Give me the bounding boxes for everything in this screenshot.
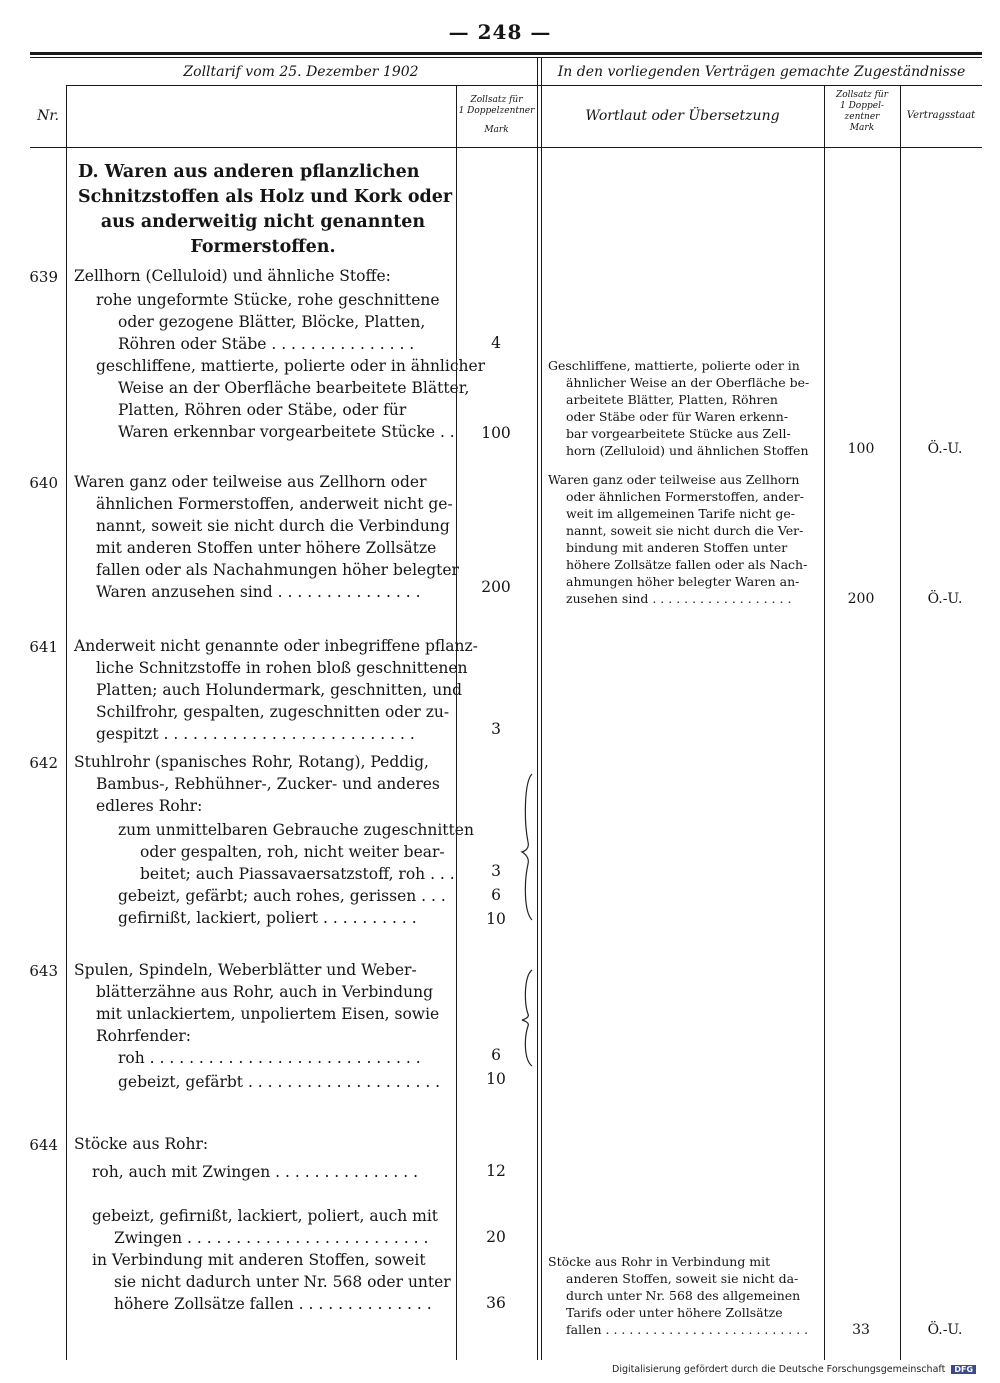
treaty-text-640: weit im allgemeinen Tarife nicht ge- — [566, 506, 795, 521]
treaty-text-644: Stöcke aus Rohr in Verbindung mit — [548, 1254, 771, 1269]
header-sub-rule — [66, 85, 982, 86]
entry-644-text: roh, auch mit Zwingen . . . . . . . . . . . . . . . — [92, 1163, 419, 1181]
entry-643-text: roh . . . . . . . . . . . . . . . . . . . . . . . . . . . . — [118, 1049, 421, 1067]
rate-639-raw: 4 — [491, 334, 501, 352]
entry-641-text: Platten; auch Holundermark, geschnitten, und — [96, 681, 463, 699]
entry-643-text: Rohrfender: — [96, 1027, 192, 1045]
entry-643-text: mit unlackiertem, unpoliertem Eisen, sowie — [96, 1005, 440, 1023]
treaty-text-640: oder ähnlichen Formerstoffen, ander- — [566, 489, 804, 504]
entry-640-text: mit anderen Stoffen unter höhere Zollsätze — [96, 539, 437, 557]
column-header-state: Vertragsstaat — [906, 110, 976, 121]
treaty-text-640: zusehen sind . . . . . . . . . . . . . . . . . . — [566, 591, 792, 606]
rate-642-cut: 3 — [491, 862, 501, 880]
rate-643-stained: 10 — [486, 1070, 506, 1088]
entry-644-text: Zwingen . . . . . . . . . . . . . . . . . . . . . . . . . — [114, 1229, 429, 1247]
header-bottom-rule — [30, 147, 982, 148]
page-number: — 248 — — [448, 20, 552, 44]
treaty-state-640: Ö.-U. — [927, 591, 963, 607]
digitization-credit-text: Digitalisierung gefördert durch die Deutsche Forschungsgemeinschaft — [612, 1364, 946, 1375]
entry-642-text: edleres Rohr: — [96, 797, 203, 815]
treaty-text-640: nannt, soweit sie nicht durch die Ver- — [566, 523, 804, 538]
rate-644-combined: 36 — [486, 1294, 506, 1312]
entry-642-text: beitet; auch Piassavaersatzstoff, roh . . . — [140, 865, 455, 883]
entry-639-text: Waren erkennbar vorgearbeitete Stücke . . — [118, 423, 455, 441]
column-header-rate: Zollsatz für 1 Doppelzentner Mark — [458, 95, 535, 135]
entry-644-text: sie nicht dadurch unter Nr. 568 oder unter — [114, 1273, 451, 1291]
entry-641-text: Schilfrohr, gespalten, zugeschnitten oder zu- — [96, 703, 450, 721]
digitization-credit — [612, 1364, 976, 1375]
entry-642-text: Stuhlrohr (spanisches Rohr, Rotang), Peddig, — [74, 753, 429, 771]
column-divider-treaty-rate — [824, 85, 825, 1360]
entry-642-text: oder gespalten, roh, nicht weiter bear- — [140, 843, 445, 861]
treaty-text-640: höhere Zollsätze fallen oder als Nach- — [566, 557, 808, 572]
entry-642-text: Bambus-, Rebhühner-, Zucker- und anderes — [96, 775, 440, 793]
entry-number-643: 643 — [29, 962, 58, 980]
rate-641: 3 — [491, 720, 501, 738]
treaty-header-title: In den vorliegenden Verträgen gemachte Zugeständnisse — [557, 64, 966, 80]
rate-639-processed: 100 — [481, 424, 511, 442]
rate-640: 200 — [481, 578, 511, 596]
entry-639-text: Weise an der Oberfläche bearbeitete Blätter, — [118, 379, 470, 397]
rate-642-stained: 6 — [491, 886, 501, 904]
rate-644-raw: 12 — [486, 1162, 506, 1180]
entry-639-text: geschliffene, mattierte, polierte oder in ähnlicher — [96, 357, 486, 375]
treaty-text-639: arbeitete Blätter, Platten, Röhren — [566, 392, 778, 407]
rate-644-processed: 20 — [486, 1228, 506, 1246]
treaty-rate-639: 100 — [847, 441, 875, 457]
treaty-text-644: fallen . . . . . . . . . . . . . . . . . . . . . . . . . . — [566, 1322, 809, 1337]
treaty-text-639: horn (Zelluloid) und ähnlichen Stoffen — [566, 443, 809, 458]
entry-639-text: Platten, Röhren oder Stäbe, oder für — [118, 401, 407, 419]
treaty-state-644: Ö.-U. — [927, 1322, 963, 1338]
column-header-treaty-rate: Zollsatz für 1 Doppel- zentner Mark — [835, 90, 889, 133]
treaty-text-639: bar vorgearbeitete Stücke aus Zell- — [566, 426, 791, 441]
tariff-header-title: Zolltarif vom 25. Dezember 1902 — [183, 64, 419, 80]
entry-639-text: Röhren oder Stäbe . . . . . . . . . . . . . . . — [118, 335, 415, 353]
entry-number-639: 639 — [29, 268, 58, 286]
rate-643-raw: 6 — [491, 1046, 501, 1064]
brace-642 — [518, 772, 540, 922]
entry-640-text: nannt, soweit sie nicht durch die Verbindung — [96, 517, 450, 535]
column-divider-state — [900, 85, 901, 1360]
entry-644-text: in Verbindung mit anderen Stoffen, soweit — [92, 1251, 426, 1269]
entry-number-641: 641 — [29, 638, 58, 656]
treaty-text-644: Tarifs oder unter höhere Zollsätze — [566, 1305, 783, 1320]
section-heading: D. Waren aus anderen pflanzlichen Schnitzstoffen als Holz und Kork oder aus anderweitig nicht genannten Formerstoffen. — [78, 162, 453, 257]
treaty-text-639: Geschliffene, mattierte, polierte oder in — [548, 358, 800, 373]
entry-644-text: gebeizt, gefirnißt, lackiert, poliert, auch mit — [92, 1207, 439, 1225]
entry-641-text: gespitzt . . . . . . . . . . . . . . . . . . . . . . . . . . — [96, 725, 415, 743]
treaty-text-640: ahmungen höher belegter Waren an- — [566, 574, 800, 589]
treaty-state-639: Ö.-U. — [927, 441, 963, 457]
entry-642-text: zum unmittelbaren Gebrauche zugeschnitten — [118, 821, 474, 839]
entry-641-text: liche Schnitzstoffe in rohen bloß geschnittenen — [96, 659, 468, 677]
entry-number-640: 640 — [29, 474, 58, 492]
column-header-nr: Nr. — [37, 108, 59, 124]
entry-number-644: 644 — [29, 1136, 58, 1154]
top-rule-thin — [30, 57, 982, 58]
entry-640-text: ähnlichen Formerstoffen, anderweit nicht ge- — [96, 495, 453, 513]
entry-640-text: fallen oder als Nachahmungen höher belegter — [96, 561, 459, 579]
entry-644-text: Stöcke aus Rohr: — [74, 1135, 209, 1153]
dfg-logo: DFG — [951, 1365, 976, 1374]
entry-639-text: oder gezogene Blätter, Blöcke, Platten, — [118, 313, 426, 331]
treaty-text-644: durch unter Nr. 568 des allgemeinen — [566, 1288, 801, 1303]
entry-639-title: Zellhorn (Celluloid) und ähnliche Stoffe: — [74, 267, 391, 285]
entry-639-text: rohe ungeformte Stücke, rohe geschnittene — [96, 291, 440, 309]
treaty-text-640: Waren ganz oder teilweise aus Zellhorn — [548, 472, 800, 487]
treaty-text-639: oder Stäbe oder für Waren erkenn- — [566, 409, 789, 424]
top-double-rule — [30, 52, 982, 55]
column-divider-main-right — [541, 57, 542, 1360]
entry-642-text: gebeizt, gefärbt; auch rohes, gerissen . . . — [118, 887, 446, 905]
entry-644-text: höhere Zollsätze fallen . . . . . . . . . . . . . . — [114, 1295, 432, 1313]
column-header-wording: Wortlaut oder Übersetzung — [585, 108, 780, 124]
entry-640-text: Waren anzusehen sind . . . . . . . . . . . . . . . — [96, 583, 421, 601]
treaty-text-639: ähnlicher Weise an der Oberfläche be- — [566, 375, 810, 390]
treaty-text-640: bindung mit anderen Stoffen unter — [566, 540, 788, 555]
entry-643-text: gebeizt, gefärbt . . . . . . . . . . . . . . . . . . . . — [118, 1073, 441, 1091]
column-divider-nr — [66, 85, 67, 1360]
entry-642-text: gefirnißt, lackiert, poliert . . . . . . . . . . — [118, 909, 417, 927]
entry-640-text: Waren ganz oder teilweise aus Zellhorn oder — [74, 473, 427, 491]
entry-643-text: blätterzähne aus Rohr, auch in Verbindung — [96, 983, 433, 1001]
treaty-rate-640: 200 — [847, 591, 875, 607]
rate-642-varnished: 10 — [486, 910, 506, 928]
treaty-rate-644: 33 — [852, 1322, 870, 1338]
brace-643 — [518, 968, 540, 1068]
entry-643-text: Spulen, Spindeln, Weberblätter und Weber- — [74, 961, 417, 979]
entry-641-text: Anderweit nicht genannte oder inbegriffene pflanz- — [74, 637, 478, 655]
treaty-text-644: anderen Stoffen, soweit sie nicht da- — [566, 1271, 799, 1286]
column-divider-main-left — [537, 57, 538, 1360]
entry-number-642: 642 — [29, 754, 58, 772]
